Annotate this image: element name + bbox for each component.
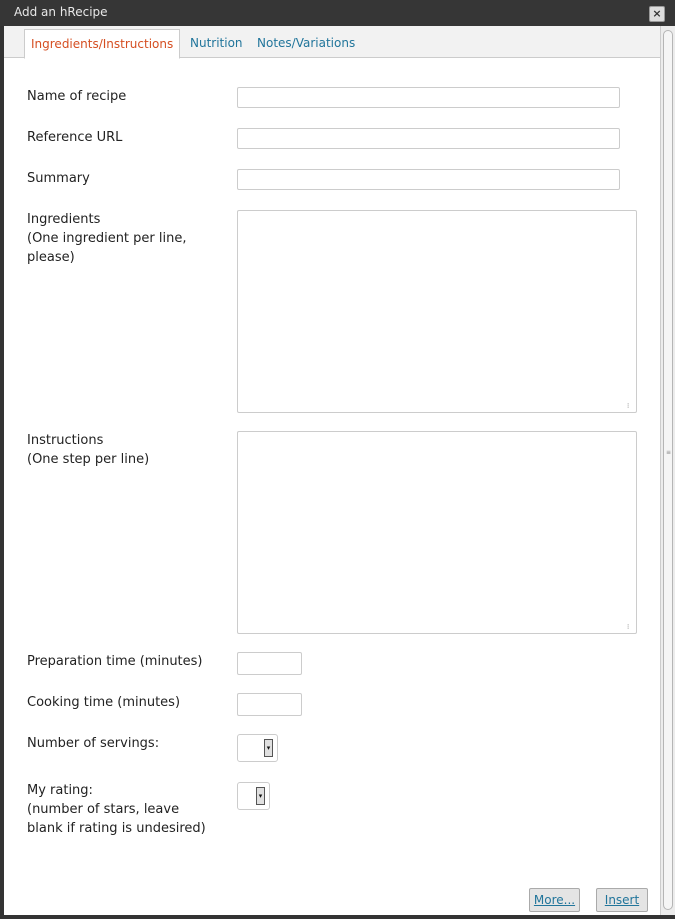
cooking-time-input[interactable] [237,693,302,716]
dialog-content [4,26,660,915]
dropdown-arrow-icon[interactable]: ▾ [264,739,273,757]
cooking-time-label: Cooking time (minutes) [27,695,181,710]
dialog-titlebar[interactable] [0,0,675,26]
more-button[interactable]: More... [529,888,580,912]
summary-label: Summary [27,171,90,186]
preparation-time-input[interactable] [237,652,302,675]
preparation-time-label: Preparation time (minutes) [27,654,203,669]
ingredients-label-line3: please) [27,250,75,265]
name-of-recipe-label: Name of recipe [27,89,127,104]
tab-notes-variations[interactable]: Notes/Variations [257,36,356,50]
ingredients-label-line2: (One ingredient per line, [27,231,187,246]
resize-grip-icon[interactable]: ⁞ [627,623,630,631]
instructions-label-line1: Instructions [27,433,104,448]
servings-select[interactable] [237,734,278,762]
close-icon[interactable]: × [649,6,665,22]
rating-select[interactable] [237,782,270,810]
dialog-title: Add an hRecipe [14,5,108,19]
reference-url-label: Reference URL [27,130,123,145]
instructions-label-line2: (One step per line) [27,452,150,467]
reference-url-input[interactable] [237,128,620,149]
ingredients-label [27,210,187,267]
my-rating-label-line2: (number of stars, leave [27,802,180,817]
scrollbar-thumb[interactable] [663,30,673,910]
my-rating-label [27,781,206,838]
scroll-grip-icon: ≡ [666,449,672,456]
name-of-recipe-input[interactable] [237,87,620,108]
my-rating-label-line1: My rating: [27,783,93,798]
tab-nutrition[interactable]: Nutrition [190,36,243,50]
instructions-textarea[interactable] [237,431,637,634]
ingredients-label-line1: Ingredients [27,212,101,227]
instructions-label [27,431,149,469]
insert-button[interactable]: Insert [596,888,648,912]
tab-ingredients-instructions[interactable]: Ingredients/Instructions [24,29,180,59]
ingredients-textarea[interactable] [237,210,637,413]
my-rating-label-line3: blank if rating is undesired) [27,821,206,836]
dropdown-arrow-icon[interactable]: ▾ [256,787,265,805]
servings-label: Number of servings: [27,736,160,751]
vertical-scrollbar[interactable] [660,26,675,915]
summary-input[interactable] [237,169,620,190]
tab-bar [4,26,660,58]
resize-grip-icon[interactable]: ⁞ [627,402,630,410]
